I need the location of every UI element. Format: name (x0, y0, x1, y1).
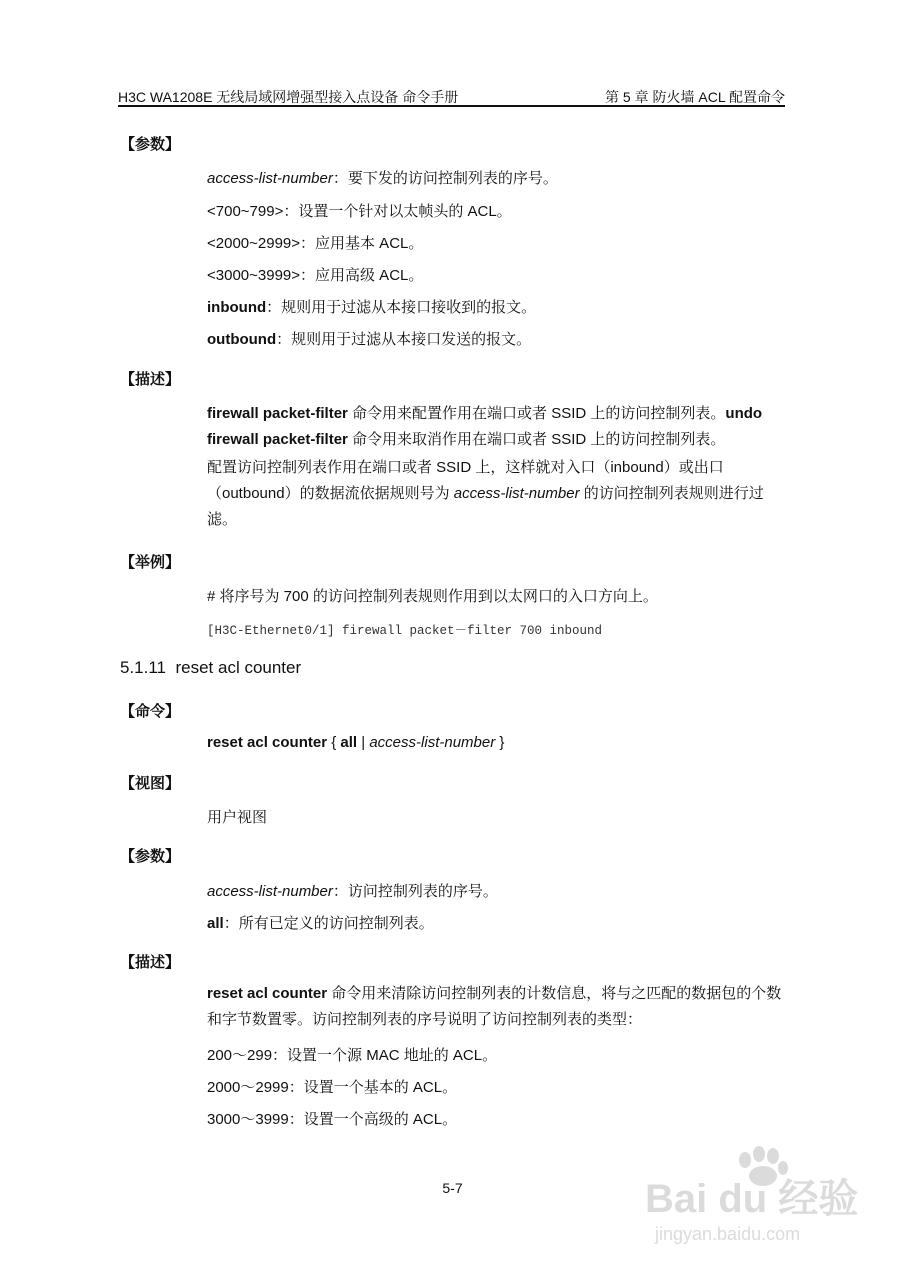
param-term: outbound (207, 331, 277, 348)
subsection-heading (120, 658, 301, 678)
param-item: <2000~2999>：应用基本 ACL。 (207, 235, 424, 252)
desc-paragraph (207, 981, 785, 1033)
desc-line (207, 428, 725, 449)
acl-range-item: 3000～3999：设置一个高级的 ACL。 (207, 1111, 458, 1128)
subsection-number: 5.1.11 (120, 658, 167, 677)
param-desc: ：规则用于过滤从本接口发送的报文。 (276, 331, 532, 348)
syntax-argument: access-list-number (369, 734, 496, 751)
subsection-title: reset acl counter (175, 658, 302, 677)
view-text: 用户视图 (207, 809, 268, 826)
param-term: access-list-number (207, 883, 333, 900)
command-name: undo (725, 405, 763, 422)
param-item (207, 167, 558, 188)
section-view-heading: 【视图】 (120, 775, 181, 792)
command-name: reset acl counter (207, 734, 328, 751)
baidu-watermark (645, 1140, 865, 1250)
desc-text: 命令用来取消作用在端口或者 SSID 上的访问控制列表。 (347, 431, 726, 448)
acl-range-item: 200～299：设置一个源 MAC 地址的 ACL。 (207, 1047, 498, 1064)
acl-range-item: 2000～2999：设置一个基本的 ACL。 (207, 1079, 458, 1096)
param-item (207, 328, 531, 349)
watermark-brand: Bai du 经验 (645, 1177, 859, 1221)
param-term: inbound (207, 299, 267, 316)
command-name: firewall packet-filter (207, 405, 348, 422)
baidu-paw-logo (645, 1140, 865, 1250)
section-params-heading: 【参数】 (120, 136, 181, 153)
page-number: 5-7 (442, 1180, 463, 1196)
param-desc: ：要下发的访问控制列表的序号。 (332, 170, 558, 187)
param-item: <3000~3999>：应用高级 ACL。 (207, 267, 424, 284)
watermark-url: jingyan.baidu.com (655, 1224, 801, 1244)
desc-text: 命令用来配置作用在端口或者 SSID 上的访问控制列表。 (347, 405, 726, 422)
param-desc: ：访问控制列表的序号。 (332, 883, 498, 900)
desc-paragraph (207, 455, 785, 533)
param-term: access-list-number (207, 170, 333, 187)
section-example-heading: 【举例】 (120, 554, 181, 571)
desc-text: 配置访问控制列表作用在端口或者 SSID 上，这样就对入口（inbound）或出口（outbound）的数据流依据规则号为 (207, 459, 724, 502)
param-item: <700~799>：设置一个针对以太帧头的 ACL。 (207, 203, 512, 220)
section-params-heading: 【参数】 (120, 848, 181, 865)
command-syntax (207, 734, 504, 751)
example-text: # 将序号为 700 的访问控制列表规则作用到以太网口的入口方向上。 (207, 588, 658, 605)
syntax-separator: | (357, 734, 370, 751)
header-rule (118, 105, 785, 107)
param-desc: ：所有已定义的访问控制列表。 (223, 915, 434, 932)
desc-text: 命令用来清除访问控制列表的计数信息，将与之匹配的数据包的个数和字节数置零。访问控制列表的序号说明了访问控制列表的类型： (207, 985, 782, 1028)
section-desc-heading: 【描述】 (120, 954, 181, 971)
param-item (207, 912, 434, 933)
section-command-heading: 【命令】 (120, 703, 181, 720)
section-desc-heading: 【描述】 (120, 371, 181, 388)
header-chapter-title: 第 5 章 防火墙 ACL 配置命令 (605, 89, 785, 105)
param-term: all (207, 915, 224, 932)
command-name: reset acl counter (207, 985, 328, 1002)
desc-text: 的访问控制列表规则进行过滤。 (207, 485, 764, 528)
syntax-keyword: all (340, 734, 358, 751)
command-name: firewall packet-filter (207, 431, 348, 448)
param-item (207, 296, 536, 317)
param-desc: ：规则用于过滤从本接口接收到的报文。 (266, 299, 537, 316)
param-item (207, 880, 498, 901)
param-term: access-list-number (453, 485, 580, 502)
syntax-brace: } (495, 734, 505, 751)
desc-line (207, 402, 762, 423)
header-doc-title: H3C WA1208E 无线局域网增强型接入点设备 命令手册 (118, 89, 459, 105)
syntax-brace: { (327, 734, 341, 751)
example-code: [H3C-Ethernet0/1] firewall packet－filter 700 inbound (207, 624, 603, 638)
